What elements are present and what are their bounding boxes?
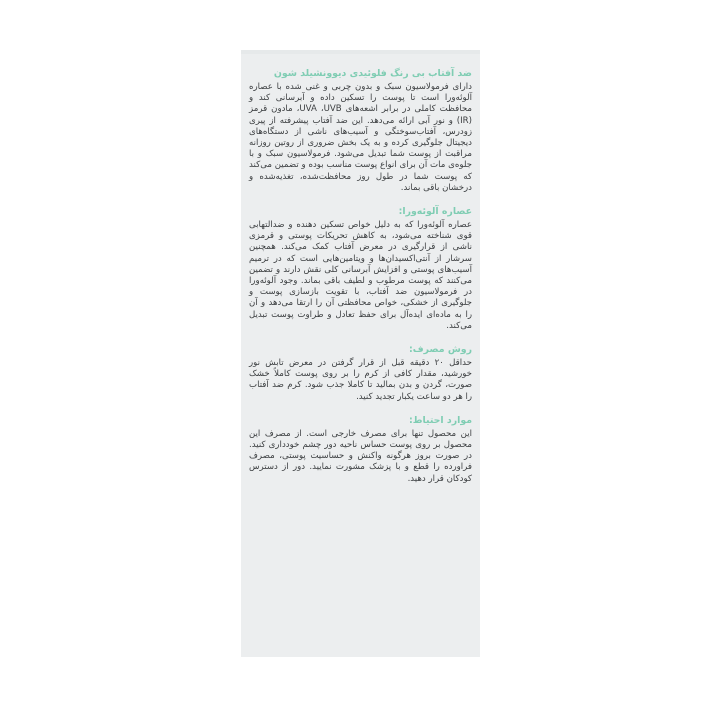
aloe-section xyxy=(249,206,472,332)
caution-text: این محصول تنها برای مصرف خارجی است. از مصرف این محصول بر روی پوست حساس ناحیه دور چشم خودداری کنید. در صورت بروز هرگونه واکنش و حساسیت پوستی، مصرف فراورده را قطع و با پزشک مشورت نمایید. دور از دسترس کودکان قرار دهید. xyxy=(249,428,472,484)
product-label-panel xyxy=(241,50,480,657)
product-intro-text: دارای فرمولاسیون سبک و بدون چربی و غنی شده با عصاره آلوئه‌ورا است تا پوست را تسکین داده و آبرسانی کند و محافظت کاملی در برابر اشعه‌های UVA ،UVB، مادون قرمز (IR) و نور آبی ارائه می‌دهد. این ضد آفتاب پیشرفته از پیری زودرس، آفتاب‌سوختگی و آسیب‌های ناشی از دستگاه‌های دیجیتال جلوگیری کرده و به یک بخش ضروری از روتین روزانه مراقبت از پوست شما تبدیل می‌شود. فرمولاسیون سبک و با جلوه‌ی مات آن برای انواع پوست مناسب بوده و تضمین می‌کند که پوست شما در طول روز محافظت‌شده، تغذیه‌شده و درخشان باقی بماند. xyxy=(249,82,472,193)
caution-heading: موارد احتیاط: xyxy=(409,414,472,426)
usage-text: حداقل ۲۰ دقیقه قبل از قرار گرفتن در معرض تابش نور خورشید، مقدار کافی از کرم را بر روی پوست کاملاً خشک صورت، گردن و بدن بمالید تا کاملا جذب شود. کرم ضد آفتاب را هر دو ساعت یکبار تجدید کنید. xyxy=(249,358,472,402)
aloe-heading: عصاره آلوئه‌ورا: xyxy=(398,206,472,218)
product-description-section xyxy=(249,68,472,194)
aloe-text: عصاره آلوئه‌ورا که به دلیل خواص تسکین دهنده و ضدالتهابی قوی شناخته می‌شود، به کاهش تحریکات پوستی و قرمزی ناشی از قرارگیری در معرض آفتاب کمک می‌کند. همچنین سرشار از آنتی‌اکسیدان‌ها و ویتامین‌هایی است که در ترمیم آسیب‌های پوستی و افزایش آبرسانی کلی نقش دارند و تضمین می‌کنند که پوست مرطوب و لطیف باقی بماند. وجود آلوئه‌ورا در فرمولاسیون ضد آفتاب، با تقویت بازسازی پوست و جلوگیری از خشکی، خواص محافظتی آن را ارتقا می‌دهد و آن را به ماده‌ای ایده‌آل برای حفظ تعادل و طراوت پوست تبدیل می‌کند. xyxy=(249,220,472,331)
product-title: ضد آفتاب بی رنگ فلوئیدی دیوونشیلد شون xyxy=(273,68,472,79)
usage-section xyxy=(249,344,472,403)
usage-heading: روش مصرف: xyxy=(409,344,472,356)
caution-section xyxy=(249,415,472,485)
